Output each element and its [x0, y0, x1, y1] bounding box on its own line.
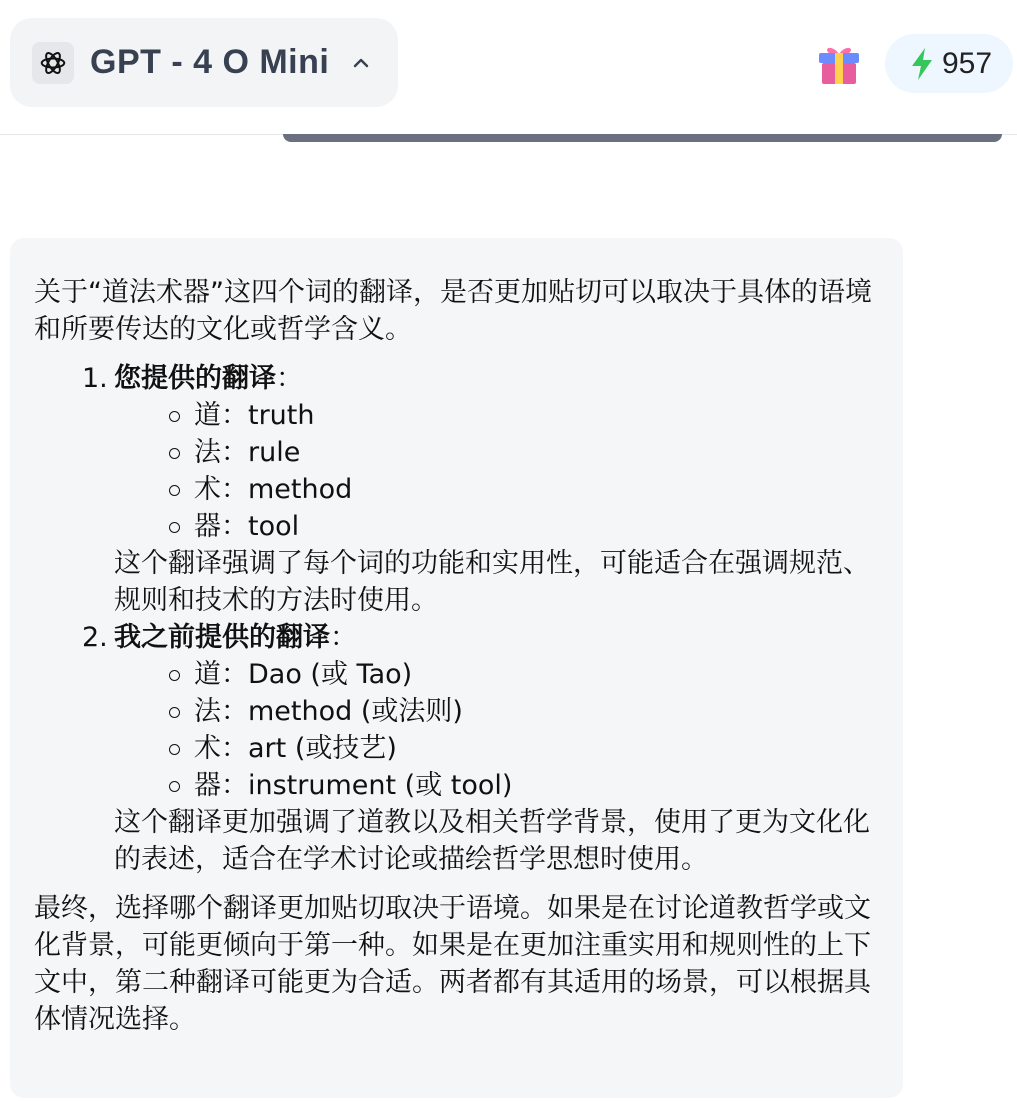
item-title: 我之前提供的翻译: [114, 622, 330, 653]
item-colon: ：: [276, 363, 303, 394]
bullet-circle-icon: [169, 485, 180, 496]
item-note: 这个翻译更加强调了道教以及相关哲学背景，使用了更为文化化的表述，适合在学术讨论或描绘哲学思想时使用。: [114, 807, 870, 875]
sub-item-text: 法：method (或法则): [194, 696, 463, 727]
sub-list-item: [114, 656, 879, 693]
bullet-circle-icon: [169, 411, 180, 422]
sub-item-text: 道：truth: [194, 400, 315, 431]
sub-list-item: [114, 471, 879, 508]
bullet-circle-icon: [169, 448, 180, 459]
sub-list: [114, 397, 879, 545]
gift-icon[interactable]: [816, 42, 862, 86]
sub-item-text: 道：Dao (或 Tao): [194, 659, 413, 690]
model-name: GPT - 4 O Mini: [90, 43, 330, 81]
list-item: [34, 619, 879, 878]
bullet-circle-icon: [169, 670, 180, 681]
message-intro: 关于“道法术器”这四个词的翻译，是否更加贴切可以取决于具体的语境和所要传达的文化或哲学含义。: [34, 277, 872, 345]
openai-logo-icon: [32, 42, 74, 84]
item-note: 这个翻译强调了每个词的功能和实用性，可能适合在强调规范、规则和技术的方法时使用。: [114, 548, 870, 616]
chevron-up-icon: [349, 51, 373, 75]
sub-list-item: [114, 767, 879, 804]
credits-badge[interactable]: [885, 34, 1013, 93]
sub-item-text: 器：instrument (或 tool): [194, 770, 513, 801]
item-number: 2.: [82, 622, 108, 653]
model-selector[interactable]: [10, 18, 398, 107]
bullet-circle-icon: [169, 781, 180, 792]
top-bar: [0, 0, 1017, 135]
assistant-message: [10, 238, 903, 1098]
previous-message-edge: [283, 134, 1002, 142]
list-item: [34, 360, 879, 619]
translation-list: [34, 360, 879, 878]
lightning-icon: [911, 48, 933, 80]
sub-list-item: [114, 693, 879, 730]
sub-item-text: 法：rule: [194, 437, 301, 468]
bullet-circle-icon: [169, 744, 180, 755]
credits-count: 957: [942, 46, 993, 80]
sub-list-item: [114, 730, 879, 767]
sub-list-item: [114, 397, 879, 434]
sub-item-text: 器：tool: [194, 511, 300, 542]
sub-item-text: 术：method: [194, 474, 353, 505]
sub-item-text: 术：art (或技艺): [194, 733, 397, 764]
item-number: 1.: [82, 363, 108, 394]
bullet-circle-icon: [169, 707, 180, 718]
sub-list-item: [114, 508, 879, 545]
sub-list-item: [114, 434, 879, 471]
sub-list: [114, 656, 879, 804]
item-title: 您提供的翻译: [114, 363, 276, 394]
message-outro: 最终，选择哪个翻译更加贴切取决于语境。如果是在讨论道教哲学或文化背景，可能更倾向于第一种。如果是在更加注重实用和规则性的上下文中，第二种翻译可能更为合适。两者都有其适用的场景，可以根据具体情况选择。: [34, 893, 871, 1035]
item-colon: ：: [330, 622, 357, 653]
bullet-circle-icon: [169, 522, 180, 533]
